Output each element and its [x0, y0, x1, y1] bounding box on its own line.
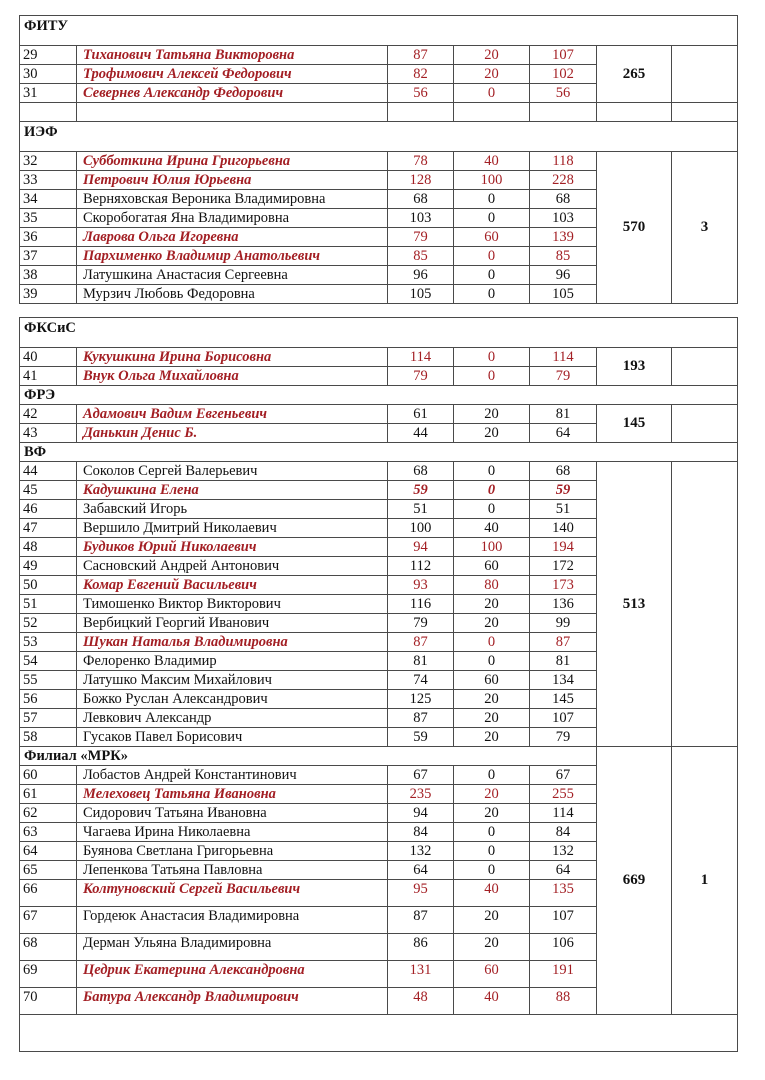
score-total: 84: [530, 823, 597, 842]
row-number: 32: [20, 152, 77, 171]
score-total: 173: [530, 576, 597, 595]
participant-name: Кукушкина Ирина Борисовна: [77, 348, 388, 367]
row-number: 64: [20, 842, 77, 861]
score-total: 228: [530, 171, 597, 190]
score-total: 105: [530, 285, 597, 304]
score-a: 131: [388, 961, 454, 988]
participant-name: Левкович Александр: [77, 709, 388, 728]
empty-cell: [77, 103, 388, 122]
row-number: 40: [20, 348, 77, 367]
group-header: ВФ: [20, 443, 738, 462]
group-place: [672, 348, 738, 386]
score-a: 64: [388, 861, 454, 880]
score-total: 96: [530, 266, 597, 285]
group-place: [672, 405, 738, 443]
participant-name: Адамович Вадим Евгеньевич: [77, 405, 388, 424]
participant-name: Божко Руслан Александрович: [77, 690, 388, 709]
results-table-1: [19, 15, 738, 304]
row-number: 33: [20, 171, 77, 190]
score-a: 85: [388, 247, 454, 266]
empty-cell: [530, 103, 597, 122]
group-place: 1: [672, 747, 738, 1015]
row-number: 37: [20, 247, 77, 266]
table-row: [20, 462, 738, 481]
score-total: 140: [530, 519, 597, 538]
score-a: 79: [388, 614, 454, 633]
group-place: [672, 46, 738, 103]
row-number: 35: [20, 209, 77, 228]
score-a: 68: [388, 462, 454, 481]
row-number: 38: [20, 266, 77, 285]
score-a: 87: [388, 46, 454, 65]
score-total: 99: [530, 614, 597, 633]
score-total: 81: [530, 652, 597, 671]
participant-name: Шукан Наталья Владимировна: [77, 633, 388, 652]
row-number: 47: [20, 519, 77, 538]
score-b: 100: [454, 171, 530, 190]
empty-row: [20, 103, 738, 122]
row-number: 63: [20, 823, 77, 842]
score-b: 20: [454, 424, 530, 443]
row-number: 42: [20, 405, 77, 424]
participant-name: Цедрик Екатерина Александровна: [77, 961, 388, 988]
group-total: 145: [597, 405, 672, 443]
row-number: 70: [20, 988, 77, 1015]
score-b: 40: [454, 988, 530, 1015]
group-total: 265: [597, 46, 672, 103]
score-b: 100: [454, 538, 530, 557]
score-b: 0: [454, 500, 530, 519]
score-a: 94: [388, 804, 454, 823]
participant-name: Верняховская Вероника Владимировна: [77, 190, 388, 209]
participant-name: Лепенкова Татьяна Павловна: [77, 861, 388, 880]
row-number: 36: [20, 228, 77, 247]
score-total: 107: [530, 907, 597, 934]
score-b: 20: [454, 690, 530, 709]
participant-name: Лобастов Андрей Константинович: [77, 766, 388, 785]
score-b: 60: [454, 671, 530, 690]
participant-name: Колтуновский Сергей Васильевич: [77, 880, 388, 907]
participant-name: Пархименко Владимир Анатольевич: [77, 247, 388, 266]
group-header-row: [20, 747, 738, 766]
score-a: 87: [388, 907, 454, 934]
row-number: 62: [20, 804, 77, 823]
score-total: 118: [530, 152, 597, 171]
score-total: 191: [530, 961, 597, 988]
score-total: 64: [530, 861, 597, 880]
score-total: 79: [530, 367, 597, 386]
score-a: 112: [388, 557, 454, 576]
score-total: 139: [530, 228, 597, 247]
score-total: 106: [530, 934, 597, 961]
score-total: 102: [530, 65, 597, 84]
group-place: 3: [672, 152, 738, 304]
score-total: 145: [530, 690, 597, 709]
score-a: 61: [388, 405, 454, 424]
score-total: 51: [530, 500, 597, 519]
row-number: 30: [20, 65, 77, 84]
row-number: 50: [20, 576, 77, 595]
participant-name: Субботкина Ирина Григорьевна: [77, 152, 388, 171]
score-b: 0: [454, 367, 530, 386]
participant-name: Данькин Денис Б.: [77, 424, 388, 443]
score-b: 20: [454, 907, 530, 934]
participant-name: Тимошенко Виктор Викторович: [77, 595, 388, 614]
score-a: 100: [388, 519, 454, 538]
group-header: ФРЭ: [20, 386, 738, 405]
row-number: 58: [20, 728, 77, 747]
score-a: 132: [388, 842, 454, 861]
score-a: 79: [388, 367, 454, 386]
score-b: 60: [454, 557, 530, 576]
participant-name: Мелеховец Татьяна Ивановна: [77, 785, 388, 804]
participant-name: Соколов Сергей Валерьевич: [77, 462, 388, 481]
row-number: 65: [20, 861, 77, 880]
score-total: 79: [530, 728, 597, 747]
participant-name: Будиков Юрий Николаевич: [77, 538, 388, 557]
score-a: 84: [388, 823, 454, 842]
group-place: [672, 462, 738, 747]
score-total: 134: [530, 671, 597, 690]
score-b: 40: [454, 152, 530, 171]
score-total: 59: [530, 481, 597, 500]
group-total: 513: [597, 462, 672, 747]
participant-name: Латушко Максим Михайлович: [77, 671, 388, 690]
score-b: 20: [454, 614, 530, 633]
score-b: 0: [454, 209, 530, 228]
score-a: 51: [388, 500, 454, 519]
score-a: 94: [388, 538, 454, 557]
participant-name: Сасновский Андрей Антонович: [77, 557, 388, 576]
score-a: 79: [388, 228, 454, 247]
score-total: 107: [530, 709, 597, 728]
score-total: 87: [530, 633, 597, 652]
participant-name: Латушкина Анастасия Сергеевна: [77, 266, 388, 285]
score-total: 172: [530, 557, 597, 576]
empty-cell: [672, 103, 738, 122]
score-total: 67: [530, 766, 597, 785]
score-a: 81: [388, 652, 454, 671]
score-total: 64: [530, 424, 597, 443]
score-b: 20: [454, 804, 530, 823]
score-a: 59: [388, 481, 454, 500]
score-b: 40: [454, 519, 530, 538]
group-header-row: [20, 16, 738, 46]
score-b: 60: [454, 228, 530, 247]
score-b: 40: [454, 880, 530, 907]
score-a: 82: [388, 65, 454, 84]
table-row: [20, 46, 738, 65]
score-a: 44: [388, 424, 454, 443]
score-total: 107: [530, 46, 597, 65]
participant-name: Сидорович Татьяна Ивановна: [77, 804, 388, 823]
row-number: 56: [20, 690, 77, 709]
group-header: ИЭФ: [20, 122, 738, 152]
group-total: 570: [597, 152, 672, 304]
score-b: 0: [454, 823, 530, 842]
score-b: 20: [454, 785, 530, 804]
score-a: 68: [388, 190, 454, 209]
score-a: 235: [388, 785, 454, 804]
row-number: 51: [20, 595, 77, 614]
score-a: 125: [388, 690, 454, 709]
score-a: 59: [388, 728, 454, 747]
row-number: 46: [20, 500, 77, 519]
row-number: 48: [20, 538, 77, 557]
score-b: 0: [454, 861, 530, 880]
score-total: 85: [530, 247, 597, 266]
empty-row: [20, 1015, 738, 1052]
row-number: 52: [20, 614, 77, 633]
empty-cell: [20, 1015, 738, 1052]
row-number: 60: [20, 766, 77, 785]
row-number: 69: [20, 961, 77, 988]
score-b: 20: [454, 934, 530, 961]
score-total: 194: [530, 538, 597, 557]
score-a: 86: [388, 934, 454, 961]
empty-cell: [20, 103, 77, 122]
score-a: 67: [388, 766, 454, 785]
row-number: 57: [20, 709, 77, 728]
row-number: 55: [20, 671, 77, 690]
score-b: 0: [454, 285, 530, 304]
row-number: 67: [20, 907, 77, 934]
score-b: 0: [454, 633, 530, 652]
score-total: 88: [530, 988, 597, 1015]
score-a: 48: [388, 988, 454, 1015]
results-table-2: [19, 317, 738, 1052]
participant-name: Вербицкий Георгий Иванович: [77, 614, 388, 633]
score-total: 114: [530, 348, 597, 367]
group-header: ФКСиС: [20, 318, 738, 348]
score-b: 80: [454, 576, 530, 595]
score-total: 68: [530, 462, 597, 481]
score-b: 0: [454, 842, 530, 861]
participant-name: Скоробогатая Яна Владимировна: [77, 209, 388, 228]
participant-name: Петрович Юлия Юрьевна: [77, 171, 388, 190]
score-total: 68: [530, 190, 597, 209]
score-b: 0: [454, 247, 530, 266]
participant-name: Мурзич Любовь Федоровна: [77, 285, 388, 304]
score-a: 105: [388, 285, 454, 304]
row-number: 68: [20, 934, 77, 961]
score-a: 93: [388, 576, 454, 595]
row-number: 34: [20, 190, 77, 209]
score-total: 103: [530, 209, 597, 228]
score-b: 0: [454, 266, 530, 285]
score-a: 74: [388, 671, 454, 690]
group-total: 193: [597, 348, 672, 386]
empty-cell: [597, 103, 672, 122]
row-number: 66: [20, 880, 77, 907]
participant-name: Гордеюк Анастасия Владимировна: [77, 907, 388, 934]
participant-name: Чагаева Ирина Николаевна: [77, 823, 388, 842]
participant-name: Дерман Ульяна Владимировна: [77, 934, 388, 961]
score-a: 95: [388, 880, 454, 907]
participant-name: Внук Ольга Михайловна: [77, 367, 388, 386]
participant-name: Забавский Игорь: [77, 500, 388, 519]
empty-cell: [388, 103, 454, 122]
participant-name: Гусаков Павел Борисович: [77, 728, 388, 747]
table-row: [20, 152, 738, 171]
participant-name: Тиханович Татьяна Викторовна: [77, 46, 388, 65]
row-number: 45: [20, 481, 77, 500]
group-header: ФИТУ: [20, 16, 738, 46]
score-b: 0: [454, 481, 530, 500]
score-a: 103: [388, 209, 454, 228]
score-total: 81: [530, 405, 597, 424]
score-a: 128: [388, 171, 454, 190]
participant-name: Батура Александр Владимирович: [77, 988, 388, 1015]
row-number: 31: [20, 84, 77, 103]
score-a: 56: [388, 84, 454, 103]
row-number: 53: [20, 633, 77, 652]
score-b: 20: [454, 709, 530, 728]
participant-name: Комар Евгений Васильевич: [77, 576, 388, 595]
score-b: 60: [454, 961, 530, 988]
row-number: 41: [20, 367, 77, 386]
participant-name: Севернев Александр Федорович: [77, 84, 388, 103]
participant-name: Кадушкина Елена: [77, 481, 388, 500]
group-header-row: [20, 386, 738, 405]
group-header: Филиал «МРК»: [20, 747, 597, 766]
row-number: 49: [20, 557, 77, 576]
table-row: [20, 405, 738, 424]
score-b: 20: [454, 65, 530, 84]
score-total: 132: [530, 842, 597, 861]
score-a: 78: [388, 152, 454, 171]
score-b: 0: [454, 348, 530, 367]
score-a: 96: [388, 266, 454, 285]
score-b: 20: [454, 46, 530, 65]
group-header-row: [20, 443, 738, 462]
score-b: 0: [454, 84, 530, 103]
group-header-row: [20, 122, 738, 152]
score-total: 56: [530, 84, 597, 103]
row-number: 61: [20, 785, 77, 804]
row-number: 44: [20, 462, 77, 481]
group-total: 669: [597, 747, 672, 1015]
score-b: 0: [454, 766, 530, 785]
score-b: 20: [454, 728, 530, 747]
participant-name: Трофимович Алексей Федорович: [77, 65, 388, 84]
row-number: 43: [20, 424, 77, 443]
participant-name: Фелоренко Владимир: [77, 652, 388, 671]
score-total: 135: [530, 880, 597, 907]
score-b: 0: [454, 652, 530, 671]
table-row: [20, 348, 738, 367]
empty-cell: [454, 103, 530, 122]
participant-name: Буянова Светлана Григорьевна: [77, 842, 388, 861]
row-number: 29: [20, 46, 77, 65]
score-a: 87: [388, 709, 454, 728]
score-b: 20: [454, 405, 530, 424]
score-total: 255: [530, 785, 597, 804]
score-b: 20: [454, 595, 530, 614]
score-b: 0: [454, 462, 530, 481]
score-b: 0: [454, 190, 530, 209]
score-a: 114: [388, 348, 454, 367]
group-header-row: [20, 318, 738, 348]
score-a: 87: [388, 633, 454, 652]
score-total: 114: [530, 804, 597, 823]
row-number: 39: [20, 285, 77, 304]
score-total: 136: [530, 595, 597, 614]
participant-name: Лаврова Ольга Игоревна: [77, 228, 388, 247]
row-number: 54: [20, 652, 77, 671]
participant-name: Вершило Дмитрий Николаевич: [77, 519, 388, 538]
score-a: 116: [388, 595, 454, 614]
